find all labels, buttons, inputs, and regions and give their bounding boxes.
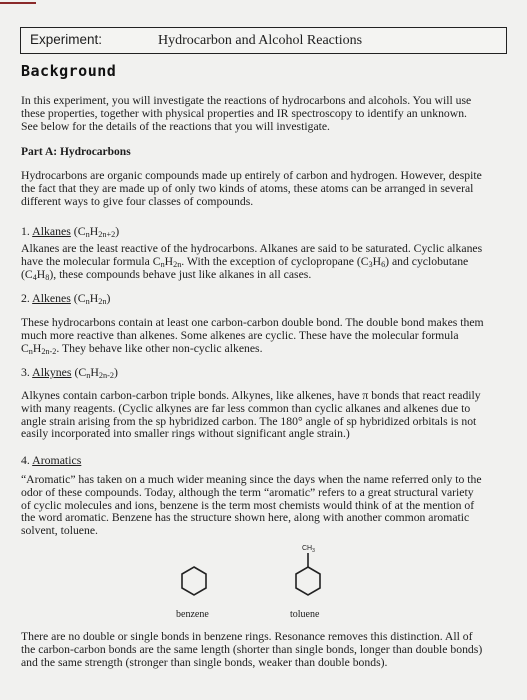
alkenes-paragraph: These hydrocarbons contain at least one carbon-carbon double bond. The double bond makes them much more reactive than alkenes. Some alkenes are cyclic. These have the molecular formula $C_nH_{2n-2}$. They behave like other non-cyclic alkenes. [21,316,484,356]
aromatics-heading [21,453,81,468]
benzene-ring [182,567,206,595]
alkynes-paragraph: Alkynes contain carbon-carbon triple bonds. Alkynes, like alkenes, have π bonds that react readily with many reagents. (Cyclic alkynes are far less common than cyclic alkanes and alkenes due to angle strain arising from the sp hybridized carbon. The 180° angle of sp hybridized orbitals is not easily incorporated into smaller rings without significant angle strain.) [21,389,481,441]
intro-paragraph: In this experiment, you will investigate the reactions of hydrocarbons and alcohols. You will use these properties, together with physical properties and IR spectroscopy to identify an unknown. See below for the details of the reactions that you will investigate. [21,94,472,133]
alkenes-number: 2. [21,291,30,305]
alkanes-name: Alkanes [32,224,71,238]
top-rule [0,2,36,4]
toluene-caption: toluene [290,609,320,620]
aromatics-number: 4. [21,453,30,467]
benzene-caption: benzene [176,609,209,620]
alkanes-paragraph: Alkanes are the least reactive of the hydrocarbons. Alkanes are said to be saturated. Cyclic alkanes have the molecular formula $C_nH_{2n}$. With the exception of cyclopropane $(C_3H_6)$ and cyclobutane $(C_4H_8)$, these compounds behave just like alkanes in all cases. [21,242,483,282]
alkanes-formula: $(C_nH_{2n+2})$ [73,224,120,240]
alkanes-heading [21,224,119,239]
alkynes-name: Alkynes [32,365,72,379]
toluene-ring [296,567,320,595]
alkenes-formula: $(C_nH_{2n})$ [73,291,111,307]
experiment-header [20,27,507,54]
alkynes-number: 3. [21,365,30,379]
alkenes-name: Alkenes [32,291,71,305]
experiment-label: Experiment: [30,32,103,47]
experiment-title: Hydrocarbon and Alcohol Reactions [158,33,363,48]
hydrocarbons-paragraph: Hydrocarbons are organic compounds made up entirely of carbon and hydrogen. However, despite the fact that they are made up of only two kinds of atoms, these atoms can be arranged in several different ways to give four classes of compounds. [21,169,482,208]
aromatics-name: Aromatics [32,453,82,467]
aromatics-paragraph: “Aromatic” has taken on a much wider meaning since the days when the name referred only to the odor of these compounds. Today, although the term “aromatic” refers to a great structural variety of cyclic molecules and ions, benzene is the term most chemists would think of at the mention of the word aromatic. Benzene has the structure shown here, along with another common aromatic solvent, toluene. [21,473,482,538]
background-heading: Background [21,62,117,80]
alkynes-heading [21,365,118,380]
part-a-title: Part A: Hydrocarbons [21,146,131,158]
alkynes-formula: $(C_nH_{2n-2})$ [74,365,118,381]
closing-paragraph: There are no double or single bonds in benzene rings. Resonance removes this distinction. All of the carbon-carbon bonds are the same length (shorter than single bonds, longer than double bonds) and the same strength (stronger than single bonds, weaker than double bonds). [21,630,483,669]
alkanes-number: 1. [21,224,30,238]
methyl-label: $CH_3$ [302,545,315,554]
alkenes-heading [21,291,110,306]
